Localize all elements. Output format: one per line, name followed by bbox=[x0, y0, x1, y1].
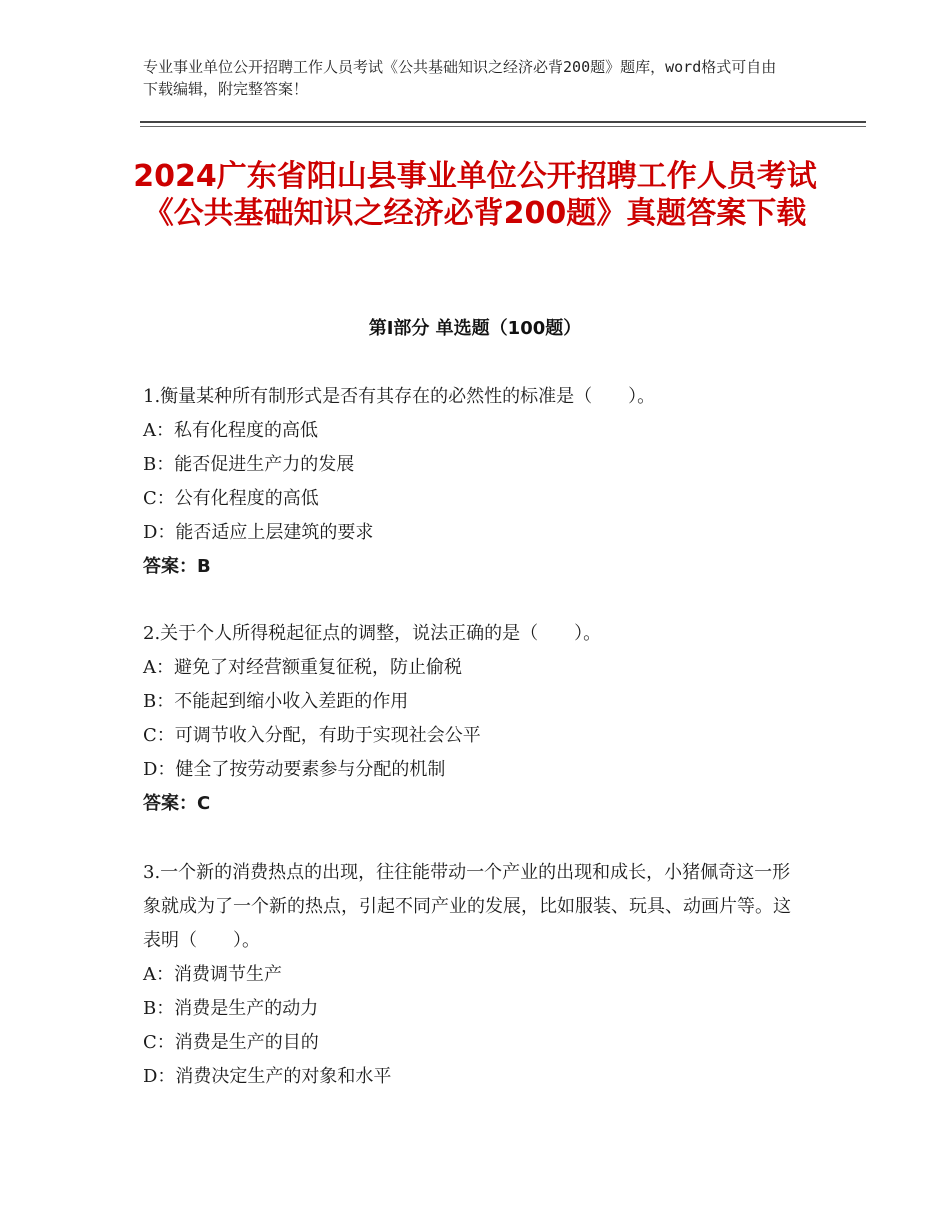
question-2 bbox=[143, 617, 803, 821]
document-title: 2024广东省阳山县事业单位公开招聘工作人员考试《公共基础知识之经济必背200题》真题答案下载 bbox=[133, 159, 817, 231]
option-c: C：消费是生产的目的 bbox=[143, 1032, 319, 1053]
section-title: 第Ⅰ部分 单选题（100题） bbox=[368, 318, 582, 339]
option-c: C：公有化程度的高低 bbox=[143, 488, 319, 509]
answer: 答案：C bbox=[143, 793, 211, 814]
option-a: A：消费调节生产 bbox=[143, 964, 282, 985]
option-d: D：健全了按劳动要素参与分配的机制 bbox=[143, 759, 446, 780]
option-d: D：消费决定生产的对象和水平 bbox=[143, 1066, 392, 1087]
question-3 bbox=[143, 856, 798, 1094]
question-1 bbox=[143, 380, 803, 584]
option-b: B：能否促进生产力的发展 bbox=[143, 454, 355, 475]
option-b: B：消费是生产的动力 bbox=[143, 998, 319, 1019]
option-c: C：可调节收入分配，有助于实现社会公平 bbox=[143, 725, 481, 746]
option-a: A：避免了对经营额重复征税，防止偷税 bbox=[143, 657, 462, 678]
option-a: A：私有化程度的高低 bbox=[143, 420, 318, 441]
question-stem: 2.关于个人所得税起征点的调整，说法正确的是（ ）。 bbox=[143, 623, 602, 644]
header-rule-thick bbox=[140, 121, 866, 123]
question-stem: 1.衡量某种所有制形式是否有其存在的必然性的标准是（ ）。 bbox=[143, 386, 656, 407]
header-rule-thin bbox=[140, 126, 866, 127]
option-d: D：能否适应上层建筑的要求 bbox=[143, 522, 374, 543]
question-stem: 3.一个新的消费热点的出现，往往能带动一个产业的出现和成长，小猪佩奇这一形象就成为了一个新的热点，引起不同产业的发展，比如服装、玩具、动画片等。这表明（ ）。 bbox=[143, 862, 791, 951]
answer: 答案：B bbox=[143, 556, 211, 577]
header-note: 专业事业单位公开招聘工作人员考试《公共基础知识之经济必背200题》题库，word格式可自由下载编辑，附完整答案！ bbox=[143, 58, 777, 98]
option-b: B：不能起到缩小收入差距的作用 bbox=[143, 691, 409, 712]
